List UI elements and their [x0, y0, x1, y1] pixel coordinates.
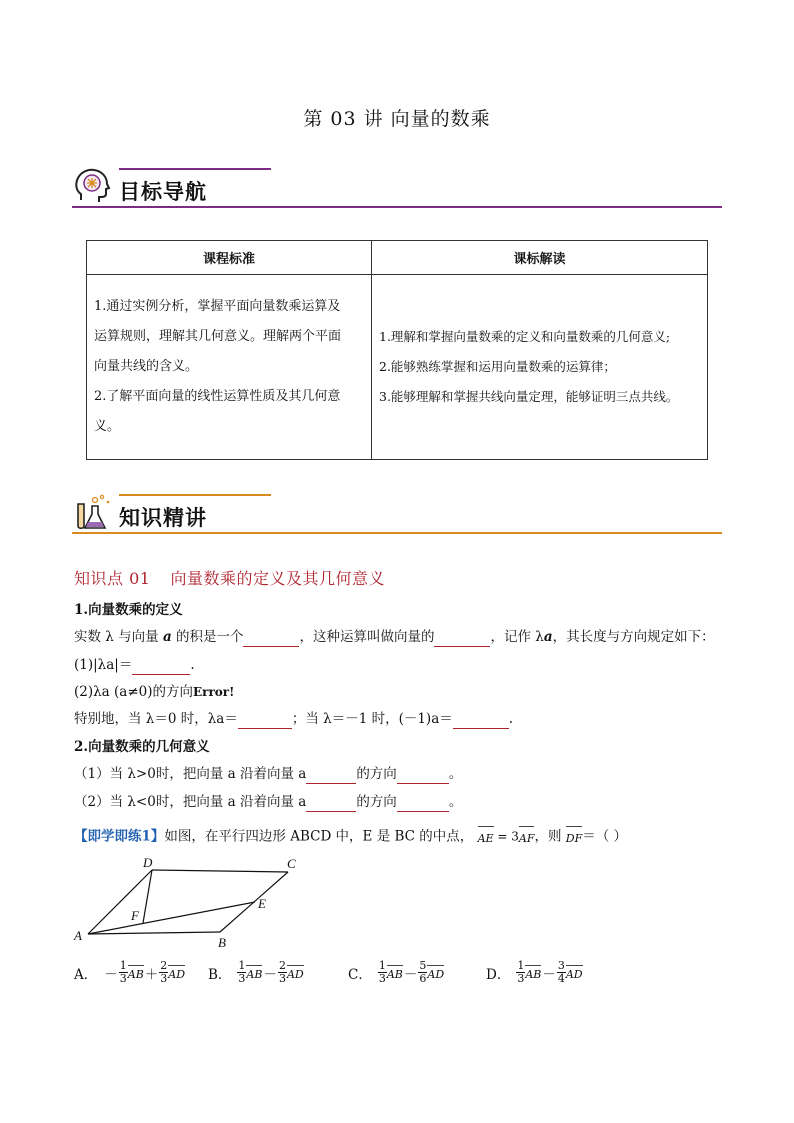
label-E: E: [258, 896, 266, 911]
header-deco-line: [119, 168, 271, 170]
section-label: 目标导航: [119, 179, 207, 204]
text-fragment: ，记作 λ: [490, 629, 544, 645]
answer-blank[interactable]: [132, 658, 190, 675]
numerator: 3: [557, 959, 565, 972]
edge-AB: [88, 932, 220, 934]
choice-a[interactable]: [74, 960, 185, 985]
fraction: [516, 960, 525, 985]
interpretation-cell: [372, 275, 708, 460]
special-cases: 特别地，当 λ＝0 时，λa＝ ；当 λ＝－1 时，(－1)a＝ .: [74, 711, 514, 727]
table-header-interpretation: 课标解读: [372, 241, 708, 275]
header-deco-line: [119, 494, 271, 496]
label-C: C: [287, 856, 296, 871]
text-fragment: 特别地，当 λ＝0 时，λa＝: [74, 711, 238, 727]
vector: AD: [168, 964, 185, 981]
exercise-prompt: 【即学即练1】如图，在平行四边形 ABCD 中，E 是 BC 的中点， AE = 3AF，则 DF＝（ ）: [74, 825, 627, 849]
fraction: [159, 960, 168, 985]
standards-cell: [87, 275, 372, 460]
vector: AB: [246, 964, 262, 981]
head-brain-icon: [72, 166, 114, 208]
segment-AE: [88, 902, 255, 934]
vector-AE: AE: [478, 825, 494, 849]
interpretation-line: 3.能够理解和掌握共线向量定理，能够证明三点共线。: [379, 389, 679, 404]
choice-letter: A．: [74, 966, 98, 983]
denominator: 3: [378, 972, 386, 985]
denominator: 4: [557, 972, 565, 985]
choice-b[interactable]: [208, 960, 304, 985]
page-title: 第 03 讲 向量的数乘: [303, 108, 491, 130]
edge-CD: [152, 870, 288, 872]
text-fragment: （1）当 λ>0时，把向量 a 沿着向量 a: [74, 766, 307, 782]
denominator: 3: [517, 972, 525, 985]
standards-line: 运算规则，理解其几何意义。理解两个平面: [94, 329, 342, 344]
standards-line: 义。: [94, 419, 121, 434]
vector: AB: [387, 964, 403, 981]
choice-operator: －: [403, 966, 418, 983]
label-F: F: [131, 908, 139, 923]
numerator: 2: [278, 959, 286, 972]
section-header-knowledge: [72, 492, 722, 540]
text-fragment: ；当 λ＝－1 时，(－1)a＝: [291, 711, 453, 727]
knowledge-point-heading: [74, 566, 385, 589]
answer-blank[interactable]: [397, 795, 449, 812]
rule-length: (1)|λa|＝ .: [74, 657, 195, 673]
choice-d[interactable]: [486, 960, 583, 985]
text-fragment: （2）当 λ<0时，把向量 a 沿着向量 a: [74, 794, 307, 810]
choice-operator: ＋: [144, 966, 159, 983]
label-D: D: [143, 855, 153, 870]
denominator: 3: [238, 972, 246, 985]
text-fragment: ＝（ ）: [582, 828, 628, 845]
text-fragment: 的积是一个: [171, 629, 244, 645]
text-fragment: ，其长度与方向规定如下：: [552, 629, 715, 645]
table-header-standards: 课程标准: [87, 241, 372, 275]
parallelogram-diagram: [70, 852, 310, 952]
text-fragment: 的方向: [356, 794, 397, 810]
denominator: 6: [419, 972, 427, 985]
text-fragment: 实数 λ 与向量: [74, 629, 163, 645]
subheading-definition: 1.向量数乘的定义: [74, 602, 183, 618]
text-fragment: 的方向: [356, 766, 397, 782]
answer-blank[interactable]: [306, 767, 356, 784]
error-text: Error!: [193, 685, 235, 699]
fraction: [378, 960, 387, 985]
denominator: 3: [119, 972, 127, 985]
text-fragment: ，则: [534, 828, 562, 845]
vector: AD: [566, 964, 583, 981]
numerator: 1: [378, 959, 386, 972]
text-fragment: 如图，在平行四边形 ABCD 中，E 是 BC 的中点，: [164, 828, 474, 845]
interpretation-line: 2.能够熟练掌握和运用向量数乘的运算律；: [379, 359, 616, 374]
choice-letter: B．: [208, 966, 232, 983]
vector: AD: [287, 964, 304, 981]
label-A: A: [74, 928, 82, 943]
answer-blank[interactable]: [238, 712, 292, 729]
answer-blank[interactable]: [306, 795, 356, 812]
interpretation-line: 1.理解和掌握向量数乘的定义和向量数乘的几何意义;: [379, 329, 671, 344]
subheading-geometry: 2.向量数乘的几何意义: [74, 739, 210, 755]
text-fragment: 。: [448, 766, 463, 782]
vector: AB: [128, 964, 144, 981]
knowledge-point-number: 知识点 01: [74, 569, 151, 588]
knowledge-point-title: 向量数乘的定义及其几何意义: [170, 569, 385, 588]
standards-line: 2.了解平面向量的线性运算性质及其几何意: [94, 389, 341, 404]
text-fragment: 。: [448, 794, 463, 810]
standards-table: [86, 240, 708, 460]
fraction: [119, 960, 128, 985]
text-fragment: ，这种运算叫做向量的: [299, 629, 435, 645]
geometry-case-negative: [74, 792, 462, 812]
numerator: 5: [419, 959, 427, 972]
rule-direction: [74, 682, 234, 702]
numerator: 1: [119, 959, 127, 972]
section-rule: [72, 206, 722, 208]
label-B: B: [218, 935, 226, 950]
answer-blank[interactable]: [434, 630, 490, 647]
fraction: [557, 960, 566, 985]
denominator: 3: [160, 972, 168, 985]
choice-letter: C．: [348, 966, 372, 983]
section-label: 知识精讲: [119, 505, 207, 530]
definition-sentence: 实数 λ 与向量 a 的积是一个 ，这种运算叫做向量的 ，记作 λa，其长度与方向规定如下：: [74, 629, 715, 645]
vector-AF: AF: [519, 825, 535, 849]
choice-operator: －: [263, 966, 277, 983]
choice-operator: －: [542, 966, 556, 983]
vector: AB: [525, 964, 541, 981]
section-header-goals: [72, 166, 722, 214]
edge-DA: [88, 870, 152, 934]
text-fragment: (2)λa (a≠0)的方向: [74, 684, 194, 700]
lab-flask-icon: [72, 492, 114, 534]
answer-blank[interactable]: [397, 767, 449, 784]
answer-blank[interactable]: [243, 630, 299, 647]
answer-choices: [74, 960, 714, 996]
fraction: [278, 960, 287, 985]
standards-line: 1.通过实例分析，掌握平面向量数乘运算及: [94, 299, 341, 314]
choice-letter: D．: [486, 966, 511, 983]
geometry-case-positive: [74, 764, 462, 784]
denominator: 3: [278, 972, 286, 985]
numerator: 1: [517, 959, 525, 972]
numerator: 2: [160, 959, 168, 972]
standards-line: 向量共线的含义。: [94, 359, 199, 374]
section-rule: [72, 532, 722, 534]
choice-c[interactable]: [348, 960, 444, 985]
choice-sign: －: [104, 966, 118, 983]
answer-blank[interactable]: [453, 712, 509, 729]
vector-DF: DF: [566, 825, 582, 849]
text-fragment: (1)|λa|＝: [74, 657, 133, 673]
numerator: 1: [238, 959, 246, 972]
exercise-tag: 【即学即练1】: [74, 828, 165, 845]
vector: AD: [427, 964, 444, 981]
